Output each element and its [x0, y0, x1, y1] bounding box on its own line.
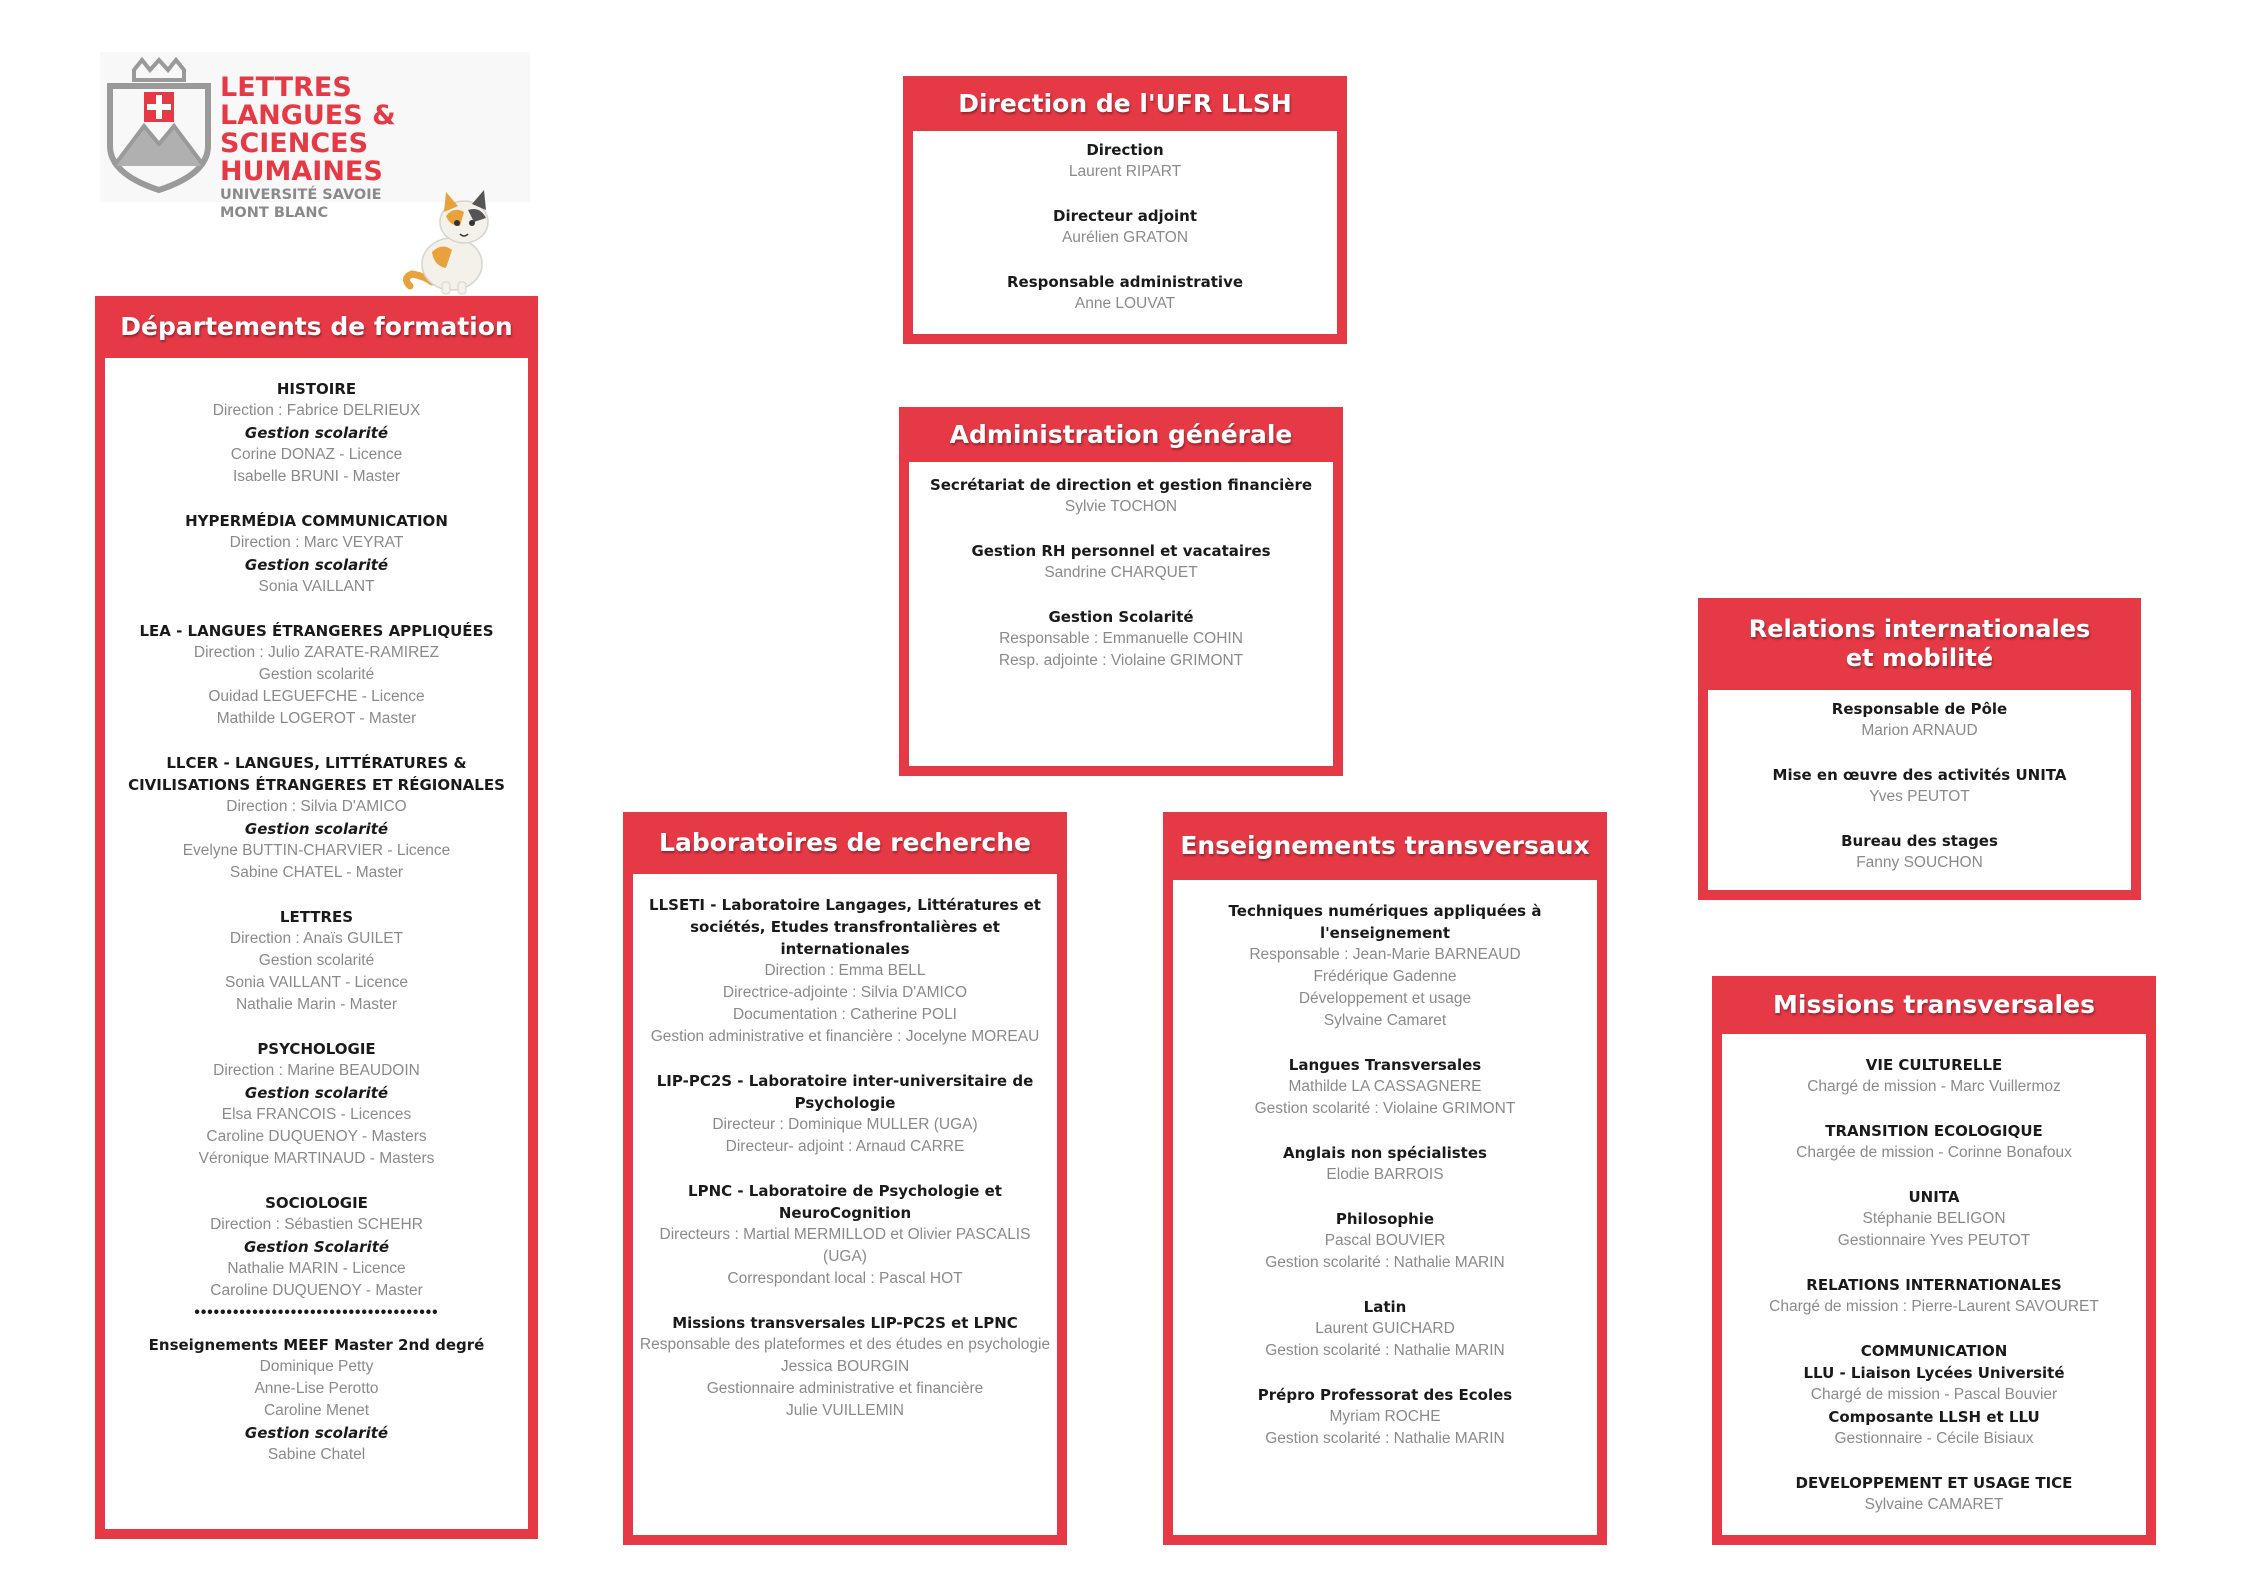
section-heading: COMMUNICATION [1860, 1342, 2008, 1360]
section-line: Chargé de mission - Marc Vuillermoz [1807, 1078, 2061, 1095]
section-line: Sabine CHATEL - Master [229, 864, 404, 881]
section-line: Chargée de mission - Corinne Bonafoux [1796, 1144, 2072, 1161]
section-heading: Mise en œuvre des activités UNITA [1772, 766, 2067, 784]
section-heading: LPNC - Laboratoire de Psychologie et NeuroCognition [688, 1182, 1002, 1222]
section-heading: Langues Transversales [1288, 1056, 1482, 1074]
section-line: Evelyne BUTTIN-CHARVIER - Licence [182, 842, 451, 859]
section-line: Responsable : Jean-Marie BARNEAUD [1249, 946, 1521, 963]
section-line: Elsa FRANCOIS - Licences [221, 1106, 412, 1123]
section-line: Sonia VAILLANT - Licence [225, 974, 408, 991]
section-line: Dominique Petty [259, 1358, 374, 1375]
department-section [119, 906, 514, 1016]
admin-scol-line: Responsable : Emmanuelle COHIN [999, 630, 1243, 647]
section-line: Responsable des plateformes et des études en psychologie [639, 1336, 1051, 1353]
card-laboratoires [623, 812, 1067, 1545]
card-missions [1712, 976, 2156, 1545]
section-line: Yves PEUTOT [1869, 788, 1970, 805]
card-direction [903, 76, 1347, 344]
section-line: Gestion scolarité : Violaine GRIMONT [1254, 1100, 1516, 1117]
section-line: Direction : Silvia D'AMICO [226, 798, 407, 815]
section-line: Développement et usage [1298, 990, 1472, 1007]
section-heading: LIP-PC2S - Laboratoire inter-universitaire de Psychologie [656, 1072, 1034, 1112]
section-line: Caroline Menet [263, 1402, 370, 1419]
section-emphasis: Gestion scolarité [244, 424, 389, 442]
section-heading: Missions transversales LIP-PC2S et LPNC [672, 1314, 1018, 1332]
section-heading: RELATIONS INTERNATIONALES [1806, 1276, 2062, 1294]
card-missions-title: Missions transversales [1773, 990, 2095, 1019]
section-line: Correspondant local : Pascal HOT [727, 1270, 963, 1287]
section [637, 1180, 1053, 1290]
section-line: Mathilde LOGEROT - Master [216, 710, 417, 727]
card-enseignements [1163, 812, 1607, 1545]
admin-scol-line: Resp. adjointe : Violaine GRIMONT [998, 652, 1244, 669]
section-line: Julie VUILLEMIN [785, 1402, 904, 1419]
section-line: Directeur : Dominique MULLER (UGA) [712, 1116, 978, 1133]
section-heading: Responsable de Pôle [1831, 700, 2008, 718]
section [1203, 1208, 1567, 1274]
section-line: Gestionnaire administrative et financière [706, 1380, 984, 1397]
section [1203, 1054, 1567, 1120]
admin-rh-name: Sandrine CHARQUET [1044, 564, 1198, 581]
meef-heading: Enseignements MEEF Master 2nd degré [148, 1336, 485, 1354]
crest-icon [104, 56, 214, 196]
department-heading: SOCIOLOGIE [265, 1194, 368, 1212]
card-administration [899, 407, 1343, 776]
department-heading: LEA - LANGUES ÉTRANGERES APPLIQUÉES [139, 622, 494, 640]
section-line: Direction : Julio ZARATE-RAMIREZ [193, 644, 440, 661]
mission-section [1726, 1340, 2142, 1450]
section [1708, 830, 2131, 874]
section-heading: VIE CULTURELLE [1865, 1056, 2003, 1074]
mission-section [1726, 1186, 2142, 1252]
section-line: Gestionnaire - Cécile Bisiaux [1834, 1430, 2034, 1447]
section-heading: Bureau des stages [1841, 832, 1998, 850]
section-line: Pascal BOUVIER [1324, 1232, 1446, 1249]
section-line: Documentation : Catherine POLI [732, 1006, 957, 1023]
section [637, 1070, 1053, 1158]
directeur-adjoint-name: Aurélien GRATON [1061, 229, 1189, 246]
section-line: Corine DONAZ - Licence [230, 446, 403, 463]
logo-line-3: SCIENCES HUMAINES [220, 128, 383, 187]
admin-sec-name: Sylvie TOCHON [1064, 498, 1178, 515]
card-departements-title: Départements de formation [120, 312, 513, 341]
section-line: Caroline DUQUENOY - Master [210, 1282, 423, 1299]
mission-section [1726, 1120, 2142, 1164]
department-heading: LLCER - LANGUES, LITTÉRATURES & CIVILISATIONS ÉTRANGERES ET RÉGIONALES [128, 754, 505, 794]
section-line: Caroline DUQUENOY - Masters [206, 1128, 427, 1145]
section-emphasis: Gestion scolarité [244, 1084, 389, 1102]
section-line: Directeurs : Martial MERMILLOD et Olivier PASCALIS (UGA) [659, 1226, 1031, 1265]
section-emphasis: Gestion scolarité [244, 556, 389, 574]
section-heading: Prépro Professorat des Ecoles [1257, 1386, 1513, 1404]
section-heading: Anglais non spécialistes [1283, 1144, 1487, 1162]
direction-heading: Direction [1086, 141, 1164, 159]
section-line: Marion ARNAUD [1861, 722, 1978, 739]
logo-line-1: LETTRES [220, 72, 352, 103]
card-administration-title: Administration générale [949, 419, 1293, 449]
section-line: Fanny SOUCHON [1856, 854, 1983, 871]
mission-section [1726, 1274, 2142, 1318]
section-emphasis: Gestion scolarité [244, 1424, 389, 1442]
department-heading: PSYCHOLOGIE [257, 1040, 376, 1058]
directeur-adjoint-heading: Directeur adjoint [1053, 207, 1197, 225]
department-section [119, 378, 514, 488]
section [1708, 698, 2131, 742]
section-line: Gestion scolarité : Nathalie MARIN [1265, 1254, 1505, 1271]
section [637, 1312, 1053, 1422]
department-section [119, 1192, 514, 1302]
section-line: Direction : Marc VEYRAT [229, 534, 404, 551]
mission-section [1726, 1472, 2142, 1516]
card-enseignements-title: Enseignements transversaux [1180, 831, 1590, 860]
department-heading: HYPERMÉDIA COMMUNICATION [185, 512, 448, 530]
section [1203, 1384, 1567, 1450]
admin-sec-heading: Secrétariat de direction et gestion financière [929, 476, 1313, 494]
department-section [119, 620, 514, 730]
section [1203, 1296, 1567, 1362]
section-heading: Techniques numériques appliquées à l'enseignement [1228, 902, 1542, 942]
cat-icon [402, 182, 522, 297]
section-line: Véronique MARTINAUD - Masters [198, 1150, 435, 1167]
relations-title-line-1: Relations internationales [1748, 615, 2091, 644]
section-line: Ouidad LEGUEFCHE - Licence [208, 688, 425, 705]
section-line: Direction : Emma BELL [764, 962, 926, 979]
section-line: Elodie BARROIS [1326, 1166, 1444, 1183]
section-line: Directeur- adjoint : Arnaud CARRE [725, 1138, 965, 1155]
section-line: Sabine Chatel [267, 1446, 366, 1463]
card-relations [1698, 598, 2141, 900]
department-heading: LETTRES [279, 908, 354, 926]
resp-admin-heading: Responsable administrative [1006, 273, 1244, 291]
relations-title-line-2: et mobilité [1845, 644, 1994, 672]
section-line: Gestion scolarité [258, 666, 375, 683]
section-line: Mathilde LA CASSAGNERE [1288, 1078, 1482, 1095]
section-heading: Latin [1363, 1298, 1407, 1316]
resp-admin-name: Anne LOUVAT [1074, 295, 1176, 312]
section-heading: UNITA [1908, 1188, 1960, 1206]
section [637, 894, 1053, 1048]
card-departements [95, 296, 538, 1539]
section-line: Nathalie MARIN - Licence [227, 1260, 406, 1277]
logo-sub-2: MONT BLANC [220, 205, 329, 221]
section-line: Jessica BOURGIN [780, 1358, 910, 1375]
section [1708, 764, 2131, 808]
admin-scol-heading: Gestion Scolarité [1048, 608, 1194, 626]
section-line: Myriam ROCHE [1329, 1408, 1441, 1425]
section-line: Directrice-adjointe : Silvia D'AMICO [722, 984, 968, 1001]
card-direction-title: Direction de l'UFR LLSH [958, 88, 1292, 118]
section-line: Anne-Lise Perotto [254, 1380, 379, 1397]
admin-rh-heading: Gestion RH personnel et vacataires [971, 542, 1271, 560]
section-heading: TRANSITION ECOLOGIQUE [1825, 1122, 2043, 1140]
section-line: Gestion scolarité : Nathalie MARIN [1265, 1342, 1505, 1359]
logo-sub-1: UNIVERSITÉ SAVOIE [220, 187, 382, 203]
section-line: Sylvaine CAMARET [1864, 1496, 2004, 1513]
direction-name: Laurent RIPART [1068, 163, 1182, 180]
card-laboratoires-title: Laboratoires de recherche [659, 828, 1031, 857]
department-section [119, 752, 514, 884]
section-heading: DEVELOPPEMENT ET USAGE TICE [1795, 1474, 2073, 1492]
department-section [119, 1038, 514, 1170]
section-line: Direction : Anaïs GUILET [229, 930, 404, 947]
dotted-separator: •••••••••••••••••••••••••••••••••••••• [194, 1304, 439, 1321]
ufr-logo [100, 52, 530, 221]
section-heading: LLU - Liaison Lycées Université [1803, 1364, 2065, 1382]
section-line: Nathalie Marin - Master [235, 996, 398, 1013]
section-emphasis: Gestion Scolarité [243, 1238, 390, 1256]
section [1203, 1142, 1567, 1186]
section-line: Frédérique Gadenne [1313, 968, 1457, 985]
section-line: Gestionnaire Yves PEUTOT [1837, 1232, 2031, 1249]
section-line: Stéphanie BELIGON [1862, 1210, 2006, 1227]
section-line: Gestion scolarité : Nathalie MARIN [1265, 1430, 1505, 1447]
section-line: Direction : Sébastien SCHEHR [210, 1216, 423, 1233]
section-line: Direction : Marine BEAUDOIN [213, 1062, 420, 1079]
section-line: Isabelle BRUNI - Master [232, 468, 401, 485]
section-heading: Philosophie [1335, 1210, 1435, 1228]
section-heading: LLSETI - Laboratoire Langages, Littératures et sociétés, Etudes transfrontalières et internationales [649, 896, 1041, 958]
department-heading: HISTOIRE [276, 380, 357, 398]
logo-line-2: LANGUES & [220, 100, 396, 131]
section-line: Gestion administrative et financière : Jocelyne MOREAU [650, 1028, 1040, 1045]
section-line: Laurent GUICHARD [1315, 1320, 1455, 1337]
section-line: Direction : Fabrice DELRIEUX [212, 402, 421, 419]
section-line: Chargé de mission - Pascal Bouvier [1810, 1386, 2058, 1403]
mission-section [1726, 1054, 2142, 1098]
department-section [119, 510, 514, 598]
section-heading: Composante LLSH et LLU [1828, 1408, 2040, 1426]
section [1203, 900, 1567, 1032]
section-emphasis: Gestion scolarité [244, 820, 389, 838]
section-line: Chargé de mission : Pierre-Laurent SAVOURET [1769, 1298, 2099, 1315]
section-line: Gestion scolarité [258, 952, 375, 969]
card-relations-title [1708, 598, 2131, 690]
meef-section [119, 1334, 514, 1466]
section-line: Sylvaine Camaret [1323, 1012, 1447, 1029]
section-line: Sonia VAILLANT [258, 578, 375, 595]
